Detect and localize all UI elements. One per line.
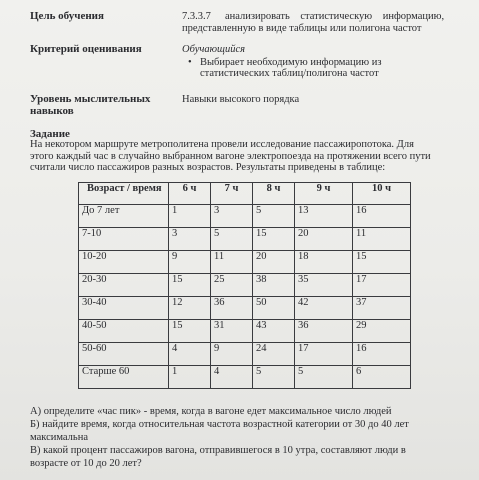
goal-text-line2: представленную в виде таблицы или полигона частот xyxy=(182,23,422,34)
table-cell: 15 xyxy=(353,251,411,274)
table-cell: 29 xyxy=(353,320,411,343)
table-cell: 15 xyxy=(253,228,295,251)
table-cell: 13 xyxy=(295,205,353,228)
table-cell: 43 xyxy=(253,320,295,343)
task-text-line2: этого каждый час в случайно выбранном вагоне электропоезда на протяжении всего пути xyxy=(30,150,431,162)
table-row xyxy=(79,366,411,389)
bullet-dot-icon: • xyxy=(188,57,192,68)
table-header-cell: 9 ч xyxy=(295,183,353,205)
table-cell: 11 xyxy=(353,228,411,251)
table-cell: 10-20 xyxy=(79,251,169,274)
table-row xyxy=(79,205,411,228)
criterion-bullet-line1: Выбирает необходимую информацию из xyxy=(200,57,382,68)
table-cell: 42 xyxy=(295,297,353,320)
question-c-line2: возрасте от 10 до 20 лет? xyxy=(30,458,142,469)
table-row xyxy=(79,228,411,251)
table-header-row xyxy=(79,183,411,205)
questions-block xyxy=(30,405,470,470)
table-cell: 38 xyxy=(253,274,295,297)
criterion-learner: Обучающийся xyxy=(182,44,246,55)
goal-code: 7.3.3.7 xyxy=(182,11,211,22)
table-cell: 36 xyxy=(211,297,253,320)
table-cell: 16 xyxy=(353,343,411,366)
table-cell: 3 xyxy=(211,205,253,228)
criterion-label: Критерий оценивания xyxy=(30,43,142,55)
table-cell: 24 xyxy=(253,343,295,366)
table-header-cell: 10 ч xyxy=(353,183,411,205)
table-row xyxy=(79,274,411,297)
table-cell: 50 xyxy=(253,297,295,320)
table-cell: 3 xyxy=(169,228,211,251)
table-row xyxy=(79,297,411,320)
table-cell: 12 xyxy=(169,297,211,320)
question-c-line1: В) какой процент пассажиров вагона, отправившегося в 10 утра, составляют люди в xyxy=(30,445,406,456)
table-cell: 4 xyxy=(169,343,211,366)
table-cell: 6 xyxy=(353,366,411,389)
table-header-cell: 8 ч xyxy=(253,183,295,205)
table-cell: До 7 лет xyxy=(79,205,169,228)
table-cell: 5 xyxy=(253,205,295,228)
table-cell: 16 xyxy=(353,205,411,228)
level-value: Навыки высокого порядка xyxy=(182,94,300,105)
question-b-line1: Б) найдите время, когда относительная частота возрастной категории от 30 до 40 лет xyxy=(30,419,409,430)
table-cell: 20 xyxy=(253,251,295,274)
table-cell: 9 xyxy=(169,251,211,274)
table-cell: 1 xyxy=(169,366,211,389)
table-cell: 4 xyxy=(211,366,253,389)
table-cell: 5 xyxy=(253,366,295,389)
table-cell: 37 xyxy=(353,297,411,320)
table-header-cell: Возраст / время xyxy=(79,183,169,205)
table-cell: 31 xyxy=(211,320,253,343)
table-cell: 1 xyxy=(169,205,211,228)
table-cell: 5 xyxy=(211,228,253,251)
table-cell: 15 xyxy=(169,320,211,343)
table-row xyxy=(79,320,411,343)
table-cell: 15 xyxy=(169,274,211,297)
table-cell: 36 xyxy=(295,320,353,343)
task-title: Задание xyxy=(30,128,70,140)
table-cell: 9 xyxy=(211,343,253,366)
table-row xyxy=(79,343,411,366)
task-text-line1: На некотором маршруте метрополитена провели исследование пассажиропотока. Для xyxy=(30,139,414,150)
table-header-cell: 6 ч xyxy=(169,183,211,205)
table-cell: 35 xyxy=(295,274,353,297)
table-cell: 17 xyxy=(295,343,353,366)
table-row xyxy=(79,251,411,274)
level-label-line2: навыков xyxy=(30,105,74,117)
criterion-bullet xyxy=(188,57,430,79)
table-header-cell: 7 ч xyxy=(211,183,253,205)
table-cell: 7-10 xyxy=(79,228,169,251)
table-cell: 17 xyxy=(353,274,411,297)
question-b-line2: максимальна xyxy=(30,432,88,443)
passenger-table xyxy=(78,182,411,389)
task-text-line3: считали число пассажиров разных возрастов. Результаты приведены в таблице: xyxy=(30,162,386,173)
level-label-line1: Уровень мыслительных xyxy=(30,93,151,105)
table-cell: 25 xyxy=(211,274,253,297)
question-a: А) определите «час пик» - время, когда в вагоне едет максимальное число людей xyxy=(30,406,392,417)
table-cell: Старше 60 xyxy=(79,366,169,389)
task-text xyxy=(30,139,430,174)
table-cell: 40-50 xyxy=(79,320,169,343)
table-cell: 50-60 xyxy=(79,343,169,366)
table-cell: 18 xyxy=(295,251,353,274)
table-cell: 20 xyxy=(295,228,353,251)
table-cell: 20-30 xyxy=(79,274,169,297)
table-cell: 5 xyxy=(295,366,353,389)
criterion-bullet-line2: статистических таблиц/полигона частот xyxy=(200,68,379,79)
table-cell: 11 xyxy=(211,251,253,274)
goal-text-line1: анализировать статистическую информацию, xyxy=(225,11,445,22)
table-cell: 30-40 xyxy=(79,297,169,320)
goal-label: Цель обучения xyxy=(30,10,104,22)
